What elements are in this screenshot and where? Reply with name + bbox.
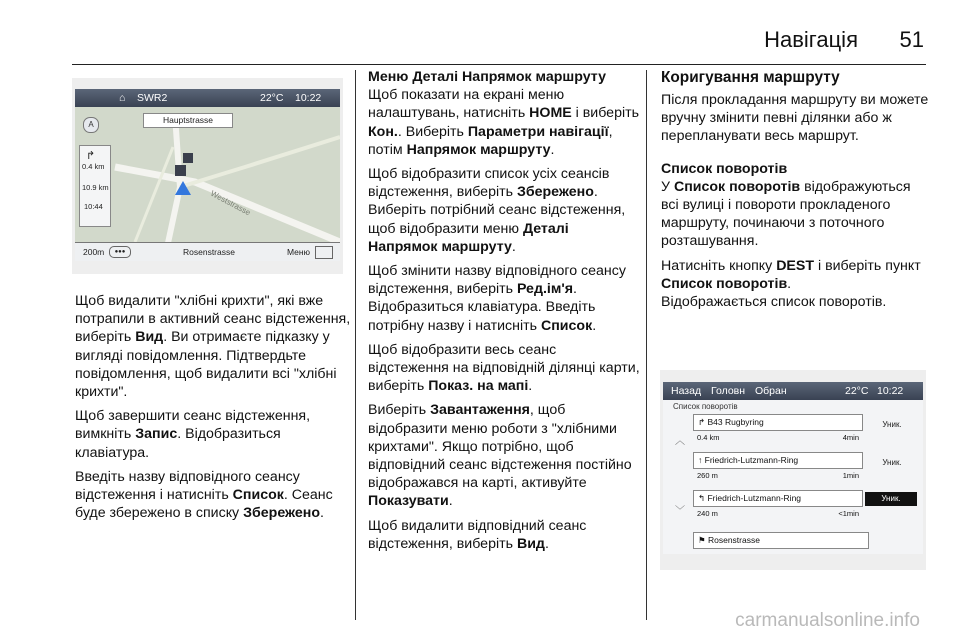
paragraph: Після прокладання маршруту ви можете вручну змінити певні ділянки або ж перепланувати весь маршрут. [661,92,929,145]
nav-status-bar [75,89,340,107]
turn-distance: 240 m [697,509,718,518]
destination-flag-icon: ⚑ [698,535,708,545]
map-scale: 200m [83,247,105,257]
page-number: 51 [899,27,924,52]
turn-time: 10:22 [877,385,904,397]
column-divider-1 [355,70,356,620]
turn-list-row[interactable] [693,490,863,526]
map-street-west: Weststrasse [209,188,253,218]
turn-temperature: 22°C [845,385,869,397]
destination-row[interactable]: ⚑ Rosenstrasse [693,532,869,549]
turn-right-icon: ↱ [698,417,708,427]
next-turn-distance: 0.4 km [82,162,105,171]
route-distance: 10.9 km [82,183,109,192]
turn-time-left: <1min [838,509,859,518]
compass-icon[interactable]: A [83,117,99,133]
page-title: Навігація [764,27,858,52]
watermark: carmanualsonline.info [735,610,920,631]
turn-ahead-icon: ↑ [698,455,705,465]
turn-left-icon: ↰ [698,493,708,503]
column-3 [661,68,929,317]
current-street: Rosenstrasse [183,247,235,257]
turn-time-left: 4min [842,433,859,442]
avoid-button[interactable]: Уник. [882,420,902,429]
home-icon: ⌂ [119,92,126,104]
map-street-label-top: Hauptstrasse [143,113,233,128]
header-rule [72,64,926,65]
route-info-panel [79,145,111,227]
turn-status-bar [663,382,923,400]
paragraph: Щоб видалити відповідний сеанс відстеження, виберіть Вид. [368,517,587,552]
turn-list-row[interactable] [693,452,863,488]
turn-list-title: Список поворотів [673,402,738,411]
nav-map-figure [72,78,343,274]
section-heading: Меню Деталі Напрямок маршруту [368,69,606,85]
column-2 [368,68,640,559]
turn-time-left: 1min [842,471,859,480]
scroll-down-icon[interactable]: ﹀ [675,506,685,517]
column-1 [75,292,351,528]
paragraph: Щоб видалити "хлібні крихти", які вже потрапили в активний сеанс відстеження, виберіть Вид. Ви отримаєте підказку у вигляді повідомлення. Підтвердьте повідомлення, щоб видалити всі "хлібні крихти". [75,293,351,401]
map-view-icon[interactable] [315,246,333,259]
tab-home[interactable]: Головн [711,385,746,397]
map-canvas [75,107,340,261]
turn-street: ↑ Friedrich-Lutzmann-Ring [693,452,863,469]
paragraph: У Список поворотів відображуються всі вулиці і повороти прокладеного маршруту, починаючи з поточного розташування. [661,178,911,250]
zoom-icon[interactable]: ●●● [109,246,131,258]
breadcrumb-marker-2 [183,153,193,163]
turn-distance: 0.4 km [697,433,720,442]
turn-street: ↱ B43 Rugbyring [693,414,863,431]
avoid-button[interactable]: Уник. [882,458,902,467]
nav-bottom-bar [75,242,340,261]
scroll-up-icon[interactable]: ︿ [675,436,685,447]
nav-map-screen [75,89,340,261]
paragraph: Виберіть Завантаження, щоб відобразити меню роботи з "хлібними крихтами". Якщо потрібно, щоб відповідний сеанс відстеження постійно відображався на карті, активуйте Показувати. [368,402,632,510]
paragraph: Щоб змінити назву відповідного сеансу відстеження, виберіть Ред.ім'я. Відобразиться клавіатура. Введіть потрібну назву і натисніть Список. [368,263,626,334]
paragraph: Відображається список поворотів. [661,294,887,311]
subsection-heading: Список поворотів [661,160,788,177]
tab-back[interactable]: Назад [671,385,702,397]
paragraph: Щоб показати на екрані меню налаштувань, натисніть HOME і виберіть Кон.. Виберіть Параметри навігації, потім Напрямок маршруту. [368,87,640,158]
avoid-button-selected[interactable]: Уник. [865,492,917,506]
nav-menu-button[interactable]: Меню [287,247,310,257]
breadcrumb-marker-1 [175,165,186,176]
turn-list-screen [663,382,923,554]
paragraph: Введіть назву відповідного сеансу відстеження і натисніть Список. Сеанс буде збережено в списку Збережено. [75,468,333,522]
column-divider-2 [646,70,647,620]
paragraph: Щоб відобразити весь сеанс відстеження на відповідній ділянці карти, виберіть Показ. на мапі. [368,341,640,395]
section-heading: Коригування маршруту [661,69,840,86]
arrival-time: 10:44 [84,202,103,211]
paragraph: Щоб відобразити список усіх сеансів відстеження, виберіть Збережено. Виберіть потрібний сеанс відстеження, щоб відобразити меню Деталі Напрямок маршруту. [368,166,626,255]
paragraph: Натисніть кнопку DEST і виберіть пункт Список поворотів. [661,257,921,292]
turn-arrow-icon: ↱ [86,150,96,162]
nav-time: 10:22 [295,92,322,104]
nav-temperature: 22°C [260,92,284,104]
radio-station: SWR2 [137,92,168,104]
tab-favorites[interactable]: Обран [755,385,787,397]
turn-distance: 260 m [697,471,718,480]
turn-street: ↰ Friedrich-Lutzmann-Ring [693,490,863,507]
turn-list-figure [660,370,926,570]
paragraph: Щоб завершити сеанс відстеження, вимкніть Запис. Відобразиться клавіатура. [75,408,311,461]
page-header [0,0,960,58]
turn-list-row[interactable] [693,414,863,450]
